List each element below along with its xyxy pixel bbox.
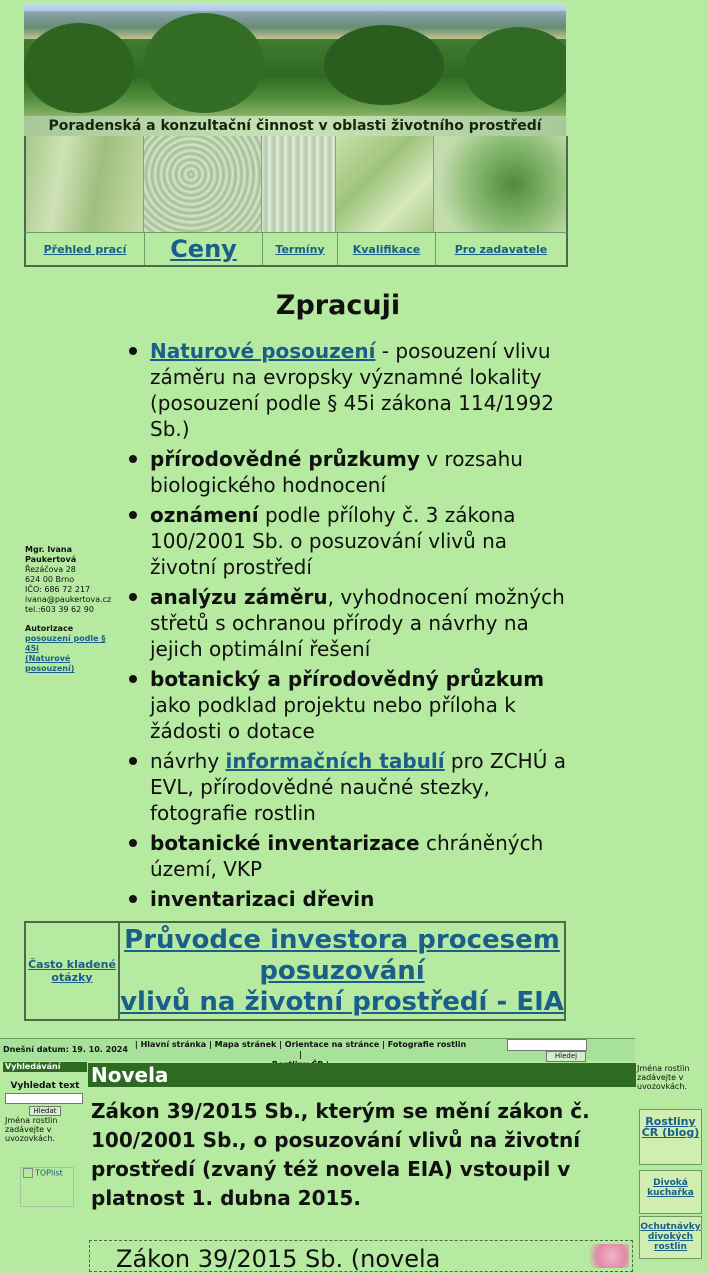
item-text: podle přílohy č. 3 zákona 100/2001 Sb. o posuzování vlivů na životní prostředí [150, 503, 516, 579]
right-link[interactable]: Rostliny ČR (blog) [641, 1115, 700, 1139]
search-button[interactable]: Hledej [546, 1051, 586, 1062]
photo-fern [336, 136, 434, 232]
item-text: chráněných území, VKP [150, 831, 544, 881]
main-nav [24, 232, 568, 267]
natura-link[interactable]: Naturové posouzení [150, 339, 376, 363]
nav-item-terminy[interactable] [263, 233, 338, 265]
nav-link[interactable]: Přehled prací [43, 242, 127, 256]
guide-line[interactable]: vlivů na životní prostředí - EIA [120, 986, 564, 1017]
services-list [127, 338, 567, 915]
item-bold: botanické inventarizace [150, 831, 420, 855]
right-link[interactable]: Divoká kuchařka [647, 1178, 694, 1198]
right-link-blog[interactable] [639, 1109, 702, 1165]
search-input[interactable] [507, 1039, 587, 1051]
menu-line[interactable]: | Hlavní stránka | Mapa stránek | Orientace na stránce | Fotografie rostlin | [134, 1040, 467, 1059]
photo-strip [24, 136, 568, 232]
right-link[interactable]: Ochutnávky divokých rostlin [640, 1222, 701, 1252]
photo-bark [262, 136, 336, 232]
auth-title: Autorizace [25, 624, 74, 633]
side-search-button[interactable]: Hledat [29, 1106, 61, 1116]
nav-link[interactable]: Termíny [275, 242, 325, 256]
faq-cell[interactable] [26, 923, 120, 1019]
item-bold: oznámení [150, 503, 259, 527]
nav-item-ceny[interactable] [145, 233, 263, 265]
eia-guide-link[interactable] [120, 923, 564, 1019]
article-preview [89, 1240, 633, 1272]
page-heading: Zpracuji [275, 290, 401, 321]
faq-line[interactable]: Často kladené [28, 958, 116, 971]
nav-link[interactable]: Pro zadavatele [454, 242, 548, 256]
item-bold: botanický a přírodovědný průzkum [150, 667, 545, 691]
item-text: - posouzení vlivu záměru na evropsky významné lokality (posouzení podle § 45i zákona 114/1992 Sb.) [150, 339, 554, 441]
tabule-link[interactable]: informačních tabulí [225, 749, 445, 773]
preview-title: Zákon 39/2015 Sb. (novela [116, 1245, 441, 1273]
auth-link-natura[interactable]: (Naturové posouzení) [25, 654, 75, 673]
item-bold: inventarizaci dřevin [150, 887, 375, 911]
current-date: Dnešní datum: 19. 10. 2024 [3, 1045, 128, 1054]
list-item [127, 666, 567, 744]
banner-title: Poradenská a konzultační činnost v oblasti životního prostředí [24, 116, 566, 136]
item-bold: analýzu záměru [150, 585, 328, 609]
tree-shape [464, 27, 566, 112]
nav-item-kvalifikace[interactable] [338, 233, 436, 265]
header-banner [24, 3, 566, 136]
search-label: Vyhledat text [10, 1081, 80, 1091]
flower-image [585, 1244, 629, 1268]
guide-box [24, 921, 566, 1021]
nav-item-prehled[interactable] [26, 233, 145, 265]
item-text: jako podklad projektu nebo příloha k žádosti o dotace [150, 693, 516, 743]
tree-shape [324, 25, 444, 105]
nav-link[interactable]: Ceny [170, 235, 237, 263]
item-pre: návrhy [150, 749, 226, 773]
search-panel [5, 1082, 85, 1143]
list-item [127, 830, 567, 882]
contact-surname: Paukertová [25, 555, 77, 564]
contact-email: ivana@paukertova.cz [25, 595, 112, 604]
auth-link[interactable]: posouzení podle § 45i [25, 634, 106, 653]
list-item [127, 748, 567, 826]
list-item [127, 886, 567, 912]
item-text: , vyhodnocení možných střetů s ochranou přírody a návrhy na jejich optimální řešení [150, 585, 565, 661]
item-text: v rozsahu biologického hodnocení [150, 447, 523, 497]
guide-line[interactable]: Průvodce investora procesem [124, 924, 560, 955]
guide-line[interactable]: posuzování [259, 955, 425, 986]
contact-city: 624 00 Brno [25, 575, 75, 584]
tree-shape [144, 13, 264, 113]
article-text: Zákon 39/2015 Sb., kterým se mění zákon č. 100/2001 Sb., o posuzování vlivů na životní prostředí (zvaný též novela EIA) vstoupil v platnost 1. dubna 2015. [91, 1099, 590, 1210]
toplist-badge[interactable] [20, 1167, 74, 1207]
tree-shape [24, 23, 134, 113]
right-link-ochutnavky[interactable] [639, 1216, 702, 1259]
list-item [127, 502, 567, 580]
faq-line[interactable]: otázky [51, 971, 93, 984]
contact-tel: tel.:603 39 62 90 [25, 605, 94, 614]
list-item [127, 584, 567, 662]
faq-link[interactable] [28, 958, 116, 984]
toplist-label[interactable]: TOPlist [35, 1168, 63, 1178]
search-hint: Jména rostlin zadávejte v uvozovkách. [5, 1116, 58, 1143]
photo-tree [434, 136, 566, 232]
list-item [127, 338, 567, 442]
contact-ico: IČO: 686 72 217 [25, 585, 91, 594]
side-search-input[interactable] [5, 1093, 83, 1104]
broken-image-icon [23, 1168, 33, 1178]
photo-moss [144, 136, 262, 232]
contact-name: Mgr. Ivana [25, 545, 72, 554]
photo-grass [26, 136, 144, 232]
nav-link[interactable]: Kvalifikace [352, 242, 421, 256]
list-item [127, 446, 567, 498]
right-link-kucharka[interactable] [639, 1170, 702, 1214]
item-bold: přírodovědné průzkumy [150, 447, 420, 471]
contact-info [25, 545, 120, 674]
contact-street: Řezáčova 28 [25, 565, 76, 574]
section-title: Novela [88, 1063, 636, 1087]
search-panel-title: Vyhledávání [3, 1062, 87, 1072]
nav-item-zadavatele[interactable] [436, 233, 566, 265]
item-text: pro ZCHÚ a EVL, přírodovědné naučné stezky, fotografie rostlin [150, 749, 566, 825]
right-search-hint: Jména rostlin zadávejte v uvozovkách. [637, 1064, 690, 1091]
